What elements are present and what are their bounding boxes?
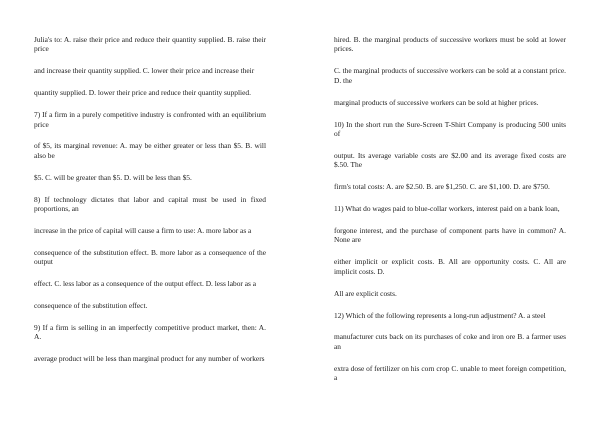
question-9-stem: 9) If a firm is selling in an imperfectly competitive product market, then: A. A.	[34, 323, 266, 342]
question-7-stem: 7) If a firm in a purely competitive industry is confronted with an equilibrium price	[34, 110, 266, 129]
right-column	[334, 35, 566, 395]
question-11-stem: 11) What do wages paid to blue-collar workers, interest paid on a bank loan,	[334, 204, 560, 214]
text-paragraph: consequence of the substitution effect.	[34, 301, 148, 311]
text-paragraph: effect. C. less labor as a consequence of the output effect. D. less labor as a	[34, 279, 256, 289]
text-paragraph: firm's total costs: A. are $2.50. B. are $1,250. C. are $1,100. D. are $750.	[334, 182, 550, 192]
question-10-stem: 10) In the short run the Sure-Screen T-Shirt Company is producing 500 units of	[334, 119, 566, 138]
text-paragraph: output. Its average variable costs are $2.00 and its average fixed costs are $.50. The	[334, 150, 566, 170]
text-paragraph: Julia's to: A. raise their price and reduce their quantity supplied. B. raise their price	[34, 35, 266, 54]
text-paragraph: and increase their quantity supplied. C. lower their price and increase their	[34, 66, 255, 76]
text-paragraph: manufacturer cuts back on its purchases of coke and iron ore B. a farmer uses an	[334, 332, 566, 351]
text-paragraph: consequence of the substitution effect. B. more labor as a consequence of the output	[34, 247, 266, 267]
left-column	[34, 35, 266, 376]
text-paragraph: C. the marginal products of successive workers can be sold at a constant price. D. the	[334, 66, 566, 85]
text-paragraph: of $5, its marginal revenue: A. may be either greater or less than $5. B. will also be	[34, 141, 266, 160]
question-8-stem: 8) If technology dictates that labor and capital must be used in fixed proportions, an	[34, 194, 266, 214]
text-paragraph: quantity supplied. D. lower their price and reduce their quantity supplied.	[34, 88, 251, 98]
text-paragraph: increase in the price of capital will cause a firm to use: A. more labor as a	[34, 225, 252, 235]
text-paragraph: All are explicit costs.	[334, 288, 397, 298]
text-paragraph: either implicit or explicit costs. B. All are opportunity costs. C. All are implicit costs. D.	[334, 257, 566, 276]
text-paragraph: $5. C. will be greater than $5. D. will be less than $5.	[34, 172, 192, 182]
text-paragraph: hired. B. the marginal products of successive workers must be sold at lower prices.	[334, 35, 566, 54]
text-paragraph: average product will be less than marginal product for any number of workers	[34, 354, 265, 364]
text-paragraph: forgone interest, and the purchase of component parts have in common? A. None are	[334, 225, 566, 245]
text-paragraph: extra dose of fertilizer on his corn crop C. unable to meet foreign competition, a	[334, 363, 566, 383]
question-12-stem: 12) Which of the following represents a long-run adjustment? A. a steel	[334, 310, 546, 320]
text-paragraph: marginal products of successive workers can be sold at higher prices.	[334, 97, 539, 107]
